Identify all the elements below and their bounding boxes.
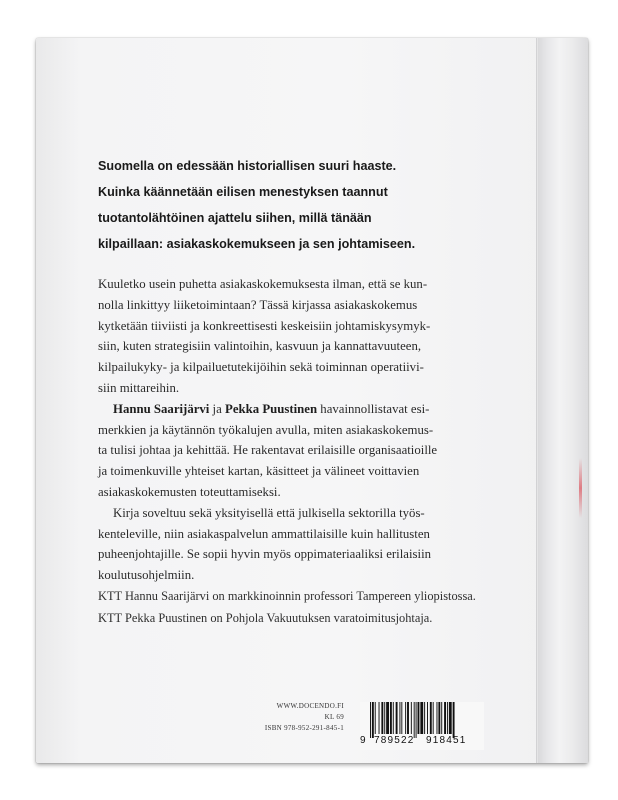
barcode-bar bbox=[444, 702, 446, 734]
book-back-cover bbox=[36, 38, 588, 763]
barcode-bar bbox=[370, 702, 371, 738]
blurb bbox=[98, 274, 478, 586]
barcode-bar bbox=[386, 702, 389, 734]
text-line: kytketään tiiviisti ja konkreettisesti keskeisiin johtamiskysymyk- bbox=[98, 318, 431, 333]
spine-crease bbox=[536, 38, 538, 763]
text-line: siin mittareihin. bbox=[98, 380, 180, 395]
barcode-bar bbox=[411, 702, 412, 734]
barcode-bar bbox=[447, 702, 448, 734]
barcode-bar bbox=[381, 702, 383, 734]
bio-line: KTT Hannu Saarijärvi on markkinoinnin professori Tampereen yliopistossa. bbox=[98, 589, 476, 603]
text-line: Kirja soveltuu sekä yksityisellä että julkisella sektorilla työs- bbox=[113, 505, 425, 520]
text-line: merkkien ja käytännön työkalujen avulla, miten asiakaskokemus- bbox=[98, 422, 434, 437]
paragraph-3 bbox=[98, 503, 478, 586]
barcode-bar bbox=[416, 702, 417, 738]
barcode-bar bbox=[393, 702, 394, 734]
text-line: Kuuletko usein puhetta asiakaskokemuksesta ilman, että se kun- bbox=[98, 277, 428, 291]
barcode-bar bbox=[390, 702, 392, 734]
paragraph-1 bbox=[98, 274, 478, 399]
barcode-group-1: 789522 bbox=[374, 735, 415, 746]
barcode-bar bbox=[418, 702, 420, 734]
text-fragment: havainnollistavat esi- bbox=[317, 401, 430, 416]
barcode-bar bbox=[453, 702, 455, 738]
barcode-bar bbox=[441, 702, 442, 734]
barcode-bar bbox=[375, 702, 376, 734]
barcode-bar bbox=[379, 702, 380, 734]
barcode-bar bbox=[384, 702, 385, 734]
barcode-bar bbox=[433, 702, 434, 734]
library-class: KL 69 bbox=[324, 713, 344, 722]
barcode-bar bbox=[438, 702, 440, 734]
barcode-bar bbox=[401, 702, 402, 734]
barcode-bar bbox=[396, 702, 398, 734]
text-line: ta tulisi johtaa ja kehittää. He rakentavat erilaisille organisaatioille bbox=[98, 443, 438, 458]
barcode-bar bbox=[449, 702, 452, 734]
barcode-bar bbox=[420, 702, 423, 734]
text-line: kilpailukyky- ja kilpailuetutekijöihin sekä toiminnan operatiivi- bbox=[98, 360, 424, 375]
paragraph-2 bbox=[98, 399, 478, 503]
text-line: nolla linkittyy liiketoimintaan? Tässä kirjassa asiakaskokemus bbox=[98, 297, 418, 312]
author-bios bbox=[98, 586, 498, 629]
headline-line: Kuinka käännetään eilisen menestyksen taannut bbox=[98, 185, 388, 199]
isbn-text: ISBN 978-952-291-845-1 bbox=[264, 724, 344, 733]
barcode-bar bbox=[424, 702, 425, 734]
barcode-bar bbox=[430, 702, 432, 734]
text-line: kenteleville, niin asiakaspalvelun ammattilaisille kuin hallitusten bbox=[98, 526, 430, 541]
headline-line: tuotantolähtöinen ajattelu siihen, millä tänään bbox=[98, 211, 372, 225]
text-line: ja toimenkuville yhteiset kartan, käsitteet ja välineet voittavien bbox=[98, 464, 420, 479]
barcode-lead-digit: 9 bbox=[360, 735, 366, 746]
isbn-barcode bbox=[360, 702, 484, 750]
barcode-bar bbox=[437, 702, 438, 734]
barcode-group-2: 918451 bbox=[426, 735, 467, 746]
spine-shade bbox=[536, 38, 588, 763]
bio-line: KTT Pekka Puustinen on Pohjola Vakuutuksen varatoimitusjohtaja. bbox=[98, 610, 433, 625]
headline bbox=[98, 153, 458, 257]
author-name: Pekka Puustinen bbox=[225, 401, 318, 416]
barcode-bar bbox=[427, 702, 428, 734]
text-line: koulutusohjelmiin. bbox=[98, 568, 195, 583]
conjunction: ja bbox=[209, 401, 225, 416]
text-line: siin, kuten strategisiin valintoihin, kasvuun ja kannattavuuteen, bbox=[98, 339, 422, 354]
publisher-url: WWW.DOCENDO.FI bbox=[276, 702, 344, 710]
headline-line: Suomella on edessään historiallisen suuri haaste. bbox=[98, 159, 397, 173]
text-line: asiakaskokemusten toteuttamiseksi. bbox=[98, 484, 281, 499]
barcode-bars bbox=[360, 702, 484, 738]
red-edge-mark bbox=[579, 458, 582, 518]
barcode-bar bbox=[407, 702, 409, 734]
author-name: Hannu Saarijärvi bbox=[113, 401, 210, 416]
barcode-bar bbox=[405, 702, 406, 734]
text-line bbox=[98, 399, 478, 420]
headline-line: kilpaillaan: asiakaskokemukseen ja sen johtamiseen. bbox=[98, 237, 416, 251]
barcode-bar bbox=[372, 702, 374, 738]
publisher-imprint bbox=[224, 701, 344, 735]
barcode-bar bbox=[399, 702, 400, 734]
text-line: puheenjohtajille. Se sopii hyvin myös oppimateriaaliksi erilaisiin bbox=[98, 547, 432, 562]
barcode-bar bbox=[414, 702, 415, 738]
